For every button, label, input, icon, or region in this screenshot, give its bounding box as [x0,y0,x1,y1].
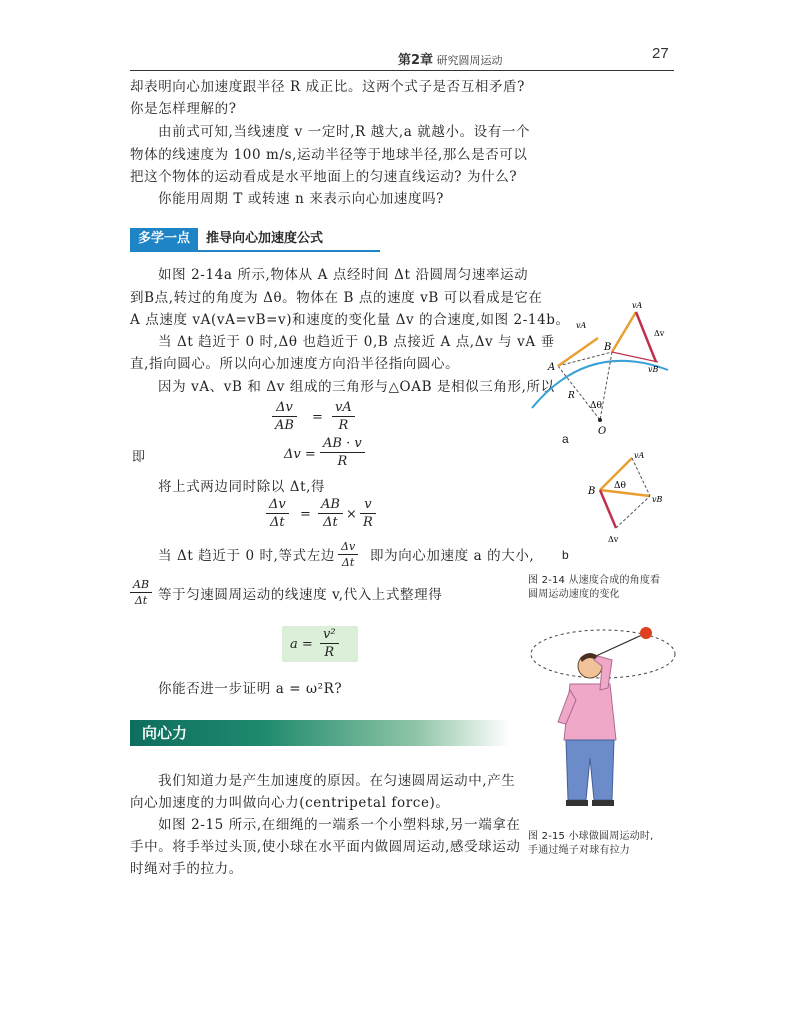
figure-2-14-caption-2: 圆周运动速度的变化 [528,589,620,600]
b-dtheta-label: Δθ [614,481,626,491]
body2-line-1: 将上式两边同时除以 Δt,得 [158,479,326,495]
eq2-num: AB · v [323,436,362,451]
b-vB-label: vB [652,495,663,504]
section-title-derive: 推导向心加速度公式 [206,231,324,246]
point-O-label: O [598,426,607,437]
body3-inline-frac [338,540,358,569]
chapter-title: 研究圆周运动 [436,54,503,67]
intro-line-3: 由前式可知,当线速度 v 一定时,R 越大,a 就越小。设有一个 [158,124,531,140]
body5-line-3: 如图 2-15 所示,在细绳的一端系一个小塑料球,另一端拿在 [158,817,521,833]
chapter-header [398,49,503,68]
body3-frac-num: Δv [341,540,356,553]
body3-inline-frac2 [130,578,152,607]
body3-line-2: 等于匀速圆周运动的线速度 v,代入上式整理得 [158,587,443,603]
section-title-centripetal-force: 向心力 [142,724,188,742]
string [596,634,644,656]
eq2-lhs: Δv = [284,447,316,462]
body5-line-2: 向心加速度的力叫做向心力(centripetal force)。 [130,795,450,811]
eq1-equals: = [312,410,323,425]
center-O [598,418,602,422]
radius-OA [558,366,600,420]
b-dv-label: Δv [608,535,619,544]
eq2-prefix: 即 [132,450,146,465]
figure-2-14-caption-1: 图 2-14 从速度合成的角度看 [528,575,661,586]
eq3-den2: Δt [323,515,338,530]
eq1-num1: Δv [276,400,293,415]
b-vector-dv [600,490,616,528]
dv-label: Δv [654,329,665,338]
figure-2-15-illustration [528,620,678,810]
body3-frac-den: Δt [341,556,355,569]
figure-a-label: a [562,432,569,446]
body3-frac2-num: AB [133,578,150,591]
eq1-num2: vA [335,400,352,415]
page-number: 27 [652,45,669,62]
body3-frac2-den: Δt [134,594,148,607]
eq3-den3: R [363,515,373,530]
point-A-label: A [548,362,556,373]
b-dashed-2 [616,496,650,528]
body3-line-1a: 当 Δt 趋近于 0 时,等式左边 [158,548,335,564]
figure-2-14b [580,452,680,552]
eq3-times: × [346,507,357,522]
person-right-shoe [592,800,614,806]
body5-line-1: 我们知道力是产生加速度的原因。在匀速圆周运动中,产生 [158,773,516,789]
body5-line-4: 手中。将手举过头顶,使小球在水平面内做圆周运动,感受球运动 [130,839,521,855]
intro-line-1: 却表明向心加速度跟半径 R 成正比。这两个式子是否互相矛盾? [130,79,525,95]
b-vA-label: vA [634,452,645,460]
vector-vA [558,338,598,366]
eq3-equals: = [300,507,311,522]
eq2-den: R [337,454,348,469]
eq3-frac1 [266,497,289,530]
body1-line-5: 直,指向圆心。所以向心加速度方向沿半径指向圆心。 [130,356,460,372]
figure-2-15-caption-2: 手通过绳子对球有拉力 [528,845,630,856]
body4-line-1: 你能否进一步证明 a = ω²R? [158,681,343,697]
eq3-num3: v [364,497,372,512]
body1-line-6: 因为 vA、vB 和 Δv 组成的三角形与△OAB 是相似三角形,所以 [158,379,555,395]
figure-2-15-caption-1: 图 2-15 小球做圆周运动时, [528,831,654,842]
body5-line-5: 时绳对手的拉力。 [130,861,243,877]
body1-line-1: 如图 2-14a 所示,物体从 A 点经时间 Δt 沿圆周匀速率运动 [158,267,529,283]
radius-R-label: R [568,391,575,401]
person-pants [566,740,614,800]
learn-more-tag: 多学一点 [130,228,198,250]
intro-line-5: 把这个物体的运动看成是水平地面上的匀速直线运动? 为什么? [130,169,518,185]
chapter-number: 第2章 [398,53,434,68]
vA2-label: vA [632,301,643,310]
eq1-lhs-fraction [272,400,297,433]
eq2-fraction [320,436,365,469]
vector-vA-shifted [612,312,636,352]
body3-line-1b: 即为向心加速度 a 的大小, [370,548,535,564]
intro-line-2: 你是怎样理解的? [130,101,237,117]
intro-line-6: 你能用周期 T 或转速 n 来表示向心加速度吗? [158,191,445,207]
vB-label: vB [648,365,659,374]
b-point-B-label: B [588,486,596,497]
eq3-frac3 [360,497,376,530]
b-dashed-1 [632,458,650,496]
body1-line-4: 当 Δt 趋近于 0 时,Δθ 也趋近于 0,B 点接近 A 点,Δv 与 vA 垂 [158,334,555,350]
body1-line-3: A 点速度 vA(vA=vB=v)和速度的变化量 Δv 的合速度,如图 2-14b。 [130,312,570,328]
vA-label: vA [576,321,587,330]
angle-dtheta-label: Δθ [590,401,602,411]
person-left-shoe [566,800,588,806]
eq4-num: v² [323,627,336,642]
banner-underline [130,250,380,252]
body1-line-2: 到B点,转过的角度为 Δθ。物体在 B 点的速度 vB 可以看成是它在 [130,290,543,306]
header-rule [130,70,674,71]
section-banner-learn-more [130,228,380,250]
figure-2-14a [528,300,678,440]
section-banner-centripetal-force [130,720,510,746]
eq1-den1: AB [275,418,294,433]
vector-dv [636,312,656,362]
eq4-den: R [324,645,335,660]
eq3-den1: Δt [270,515,285,530]
eq3-num2: AB [321,497,340,512]
eq4-fraction [320,627,339,660]
eq1-rhs-fraction [332,400,355,433]
eq1-den2: R [338,418,349,433]
eq3-num1: Δv [269,497,286,512]
eq4-lhs: a = [290,637,313,652]
eq3-frac2 [318,497,343,530]
figure-b-label: b [562,548,569,562]
intro-line-4: 物体的线速度为 100 m/s,运动半径等于地球半径,那么是否可以 [130,147,528,163]
plastic-ball [640,627,652,639]
point-B-label: B [604,342,612,353]
